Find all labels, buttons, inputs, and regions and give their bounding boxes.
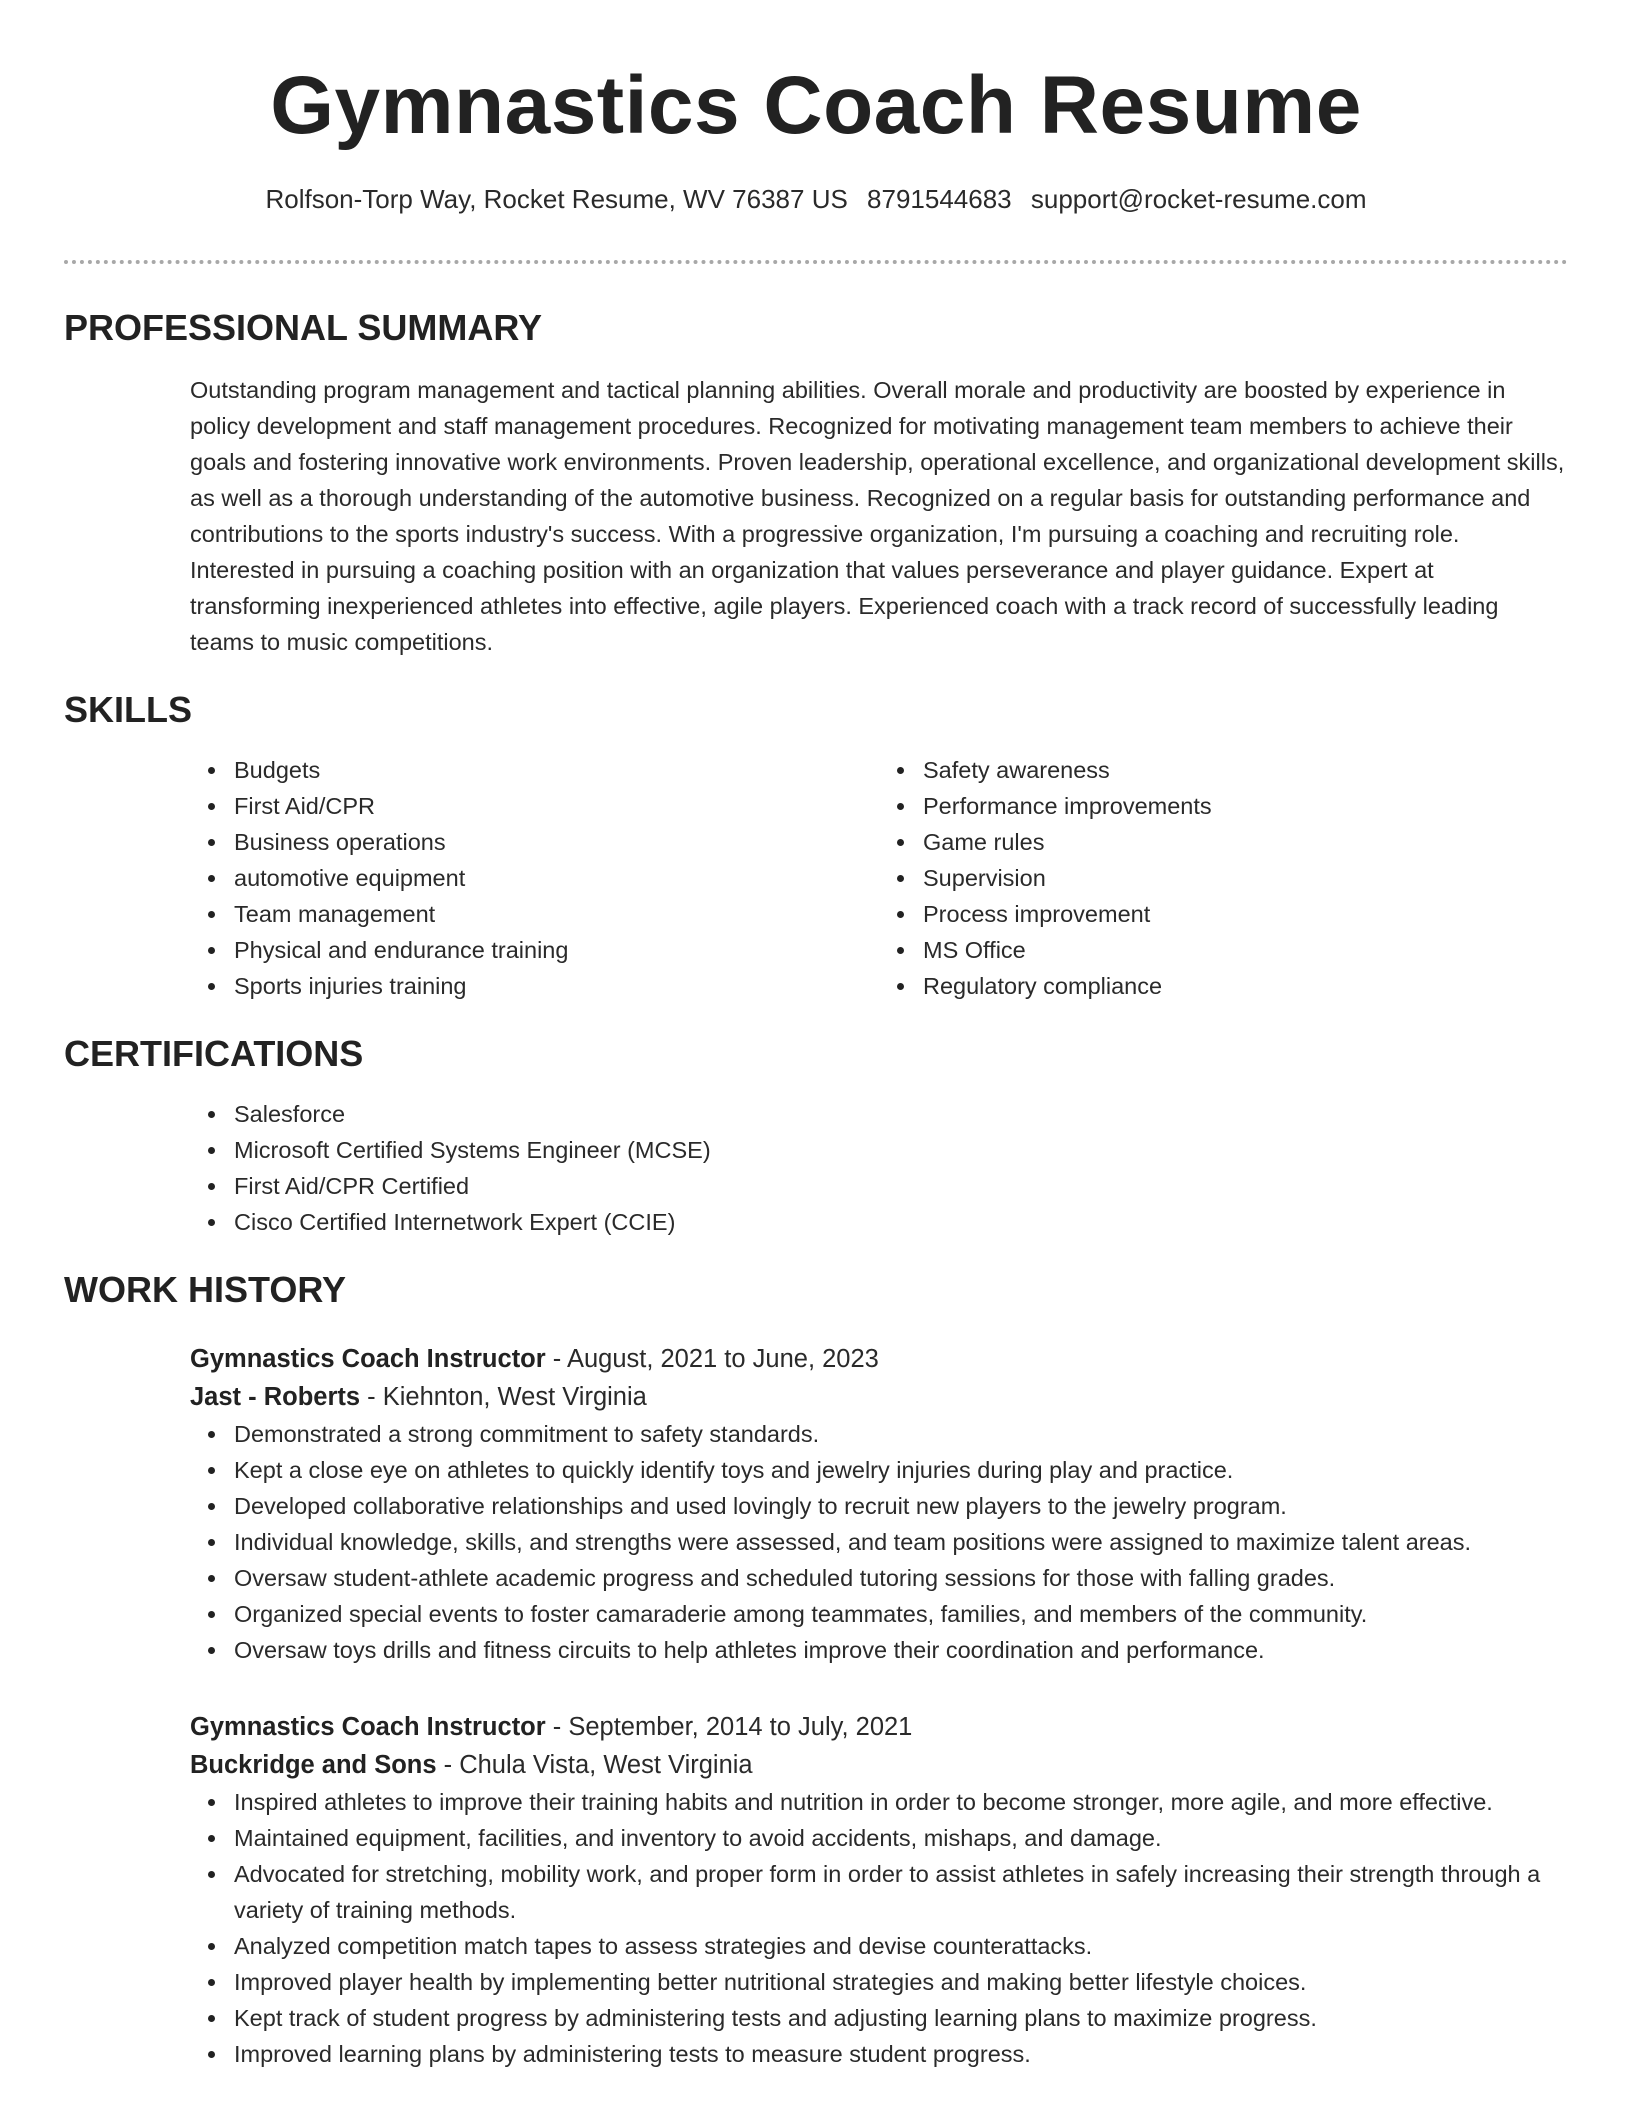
job-title: Gymnastics Coach Instructor bbox=[190, 1345, 546, 1373]
contact-address: Rolfson-Torp Way, Rocket Resume, WV 76387 US bbox=[265, 184, 848, 214]
skills-heading: SKILLS bbox=[64, 689, 193, 730]
contact-line bbox=[64, 182, 1568, 216]
skill-item: Game rules bbox=[923, 824, 1568, 860]
certifications-list bbox=[190, 1096, 1568, 1240]
certification-item: Cisco Certified Internetwork Expert (CCIE) bbox=[234, 1204, 1568, 1240]
job-dates: - August, 2021 to June, 2023 bbox=[545, 1345, 879, 1373]
job-bullet: Demonstrated a strong commitment to safety standards. bbox=[234, 1416, 1568, 1452]
skill-item: Supervision bbox=[923, 860, 1568, 896]
skill-item: Safety awareness bbox=[923, 752, 1568, 788]
job-bullet: Improved learning plans by administering tests to measure student progress. bbox=[234, 2036, 1568, 2072]
job-entry bbox=[190, 1340, 1568, 1668]
skills-grid bbox=[190, 752, 1568, 1004]
skill-item: Regulatory compliance bbox=[923, 968, 1568, 1004]
contact-phone: 8791544683 bbox=[867, 184, 1012, 214]
job-company: Buckridge and Sons bbox=[190, 1751, 437, 1779]
skill-item: Process improvement bbox=[923, 896, 1568, 932]
job-bullet: Analyzed competition match tapes to assess strategies and devise counterattacks. bbox=[234, 1928, 1568, 1964]
skill-item: automotive equipment bbox=[234, 860, 879, 896]
job-bullet: Individual knowledge, skills, and strengths were assessed, and team positions were assigned to maximize talent areas. bbox=[234, 1524, 1568, 1560]
skill-item: MS Office bbox=[923, 932, 1568, 968]
job-location: - Chula Vista, West Virginia bbox=[436, 1751, 753, 1779]
job-company-line bbox=[190, 1378, 1568, 1416]
resume-page bbox=[64, 0, 1568, 2072]
skill-item: Team management bbox=[234, 896, 879, 932]
header-divider bbox=[64, 260, 1568, 264]
job-bullet: Kept track of student progress by administering tests and adjusting learning plans to maximize progress. bbox=[234, 2000, 1568, 2036]
job-bullet: Kept a close eye on athletes to quickly identify toys and jewelry injuries during play and practice. bbox=[234, 1452, 1568, 1488]
skills-column-right bbox=[879, 752, 1568, 1004]
skills-column-left bbox=[190, 752, 879, 1004]
job-bullet: Organized special events to foster camaraderie among teammates, families, and members of the community. bbox=[234, 1596, 1568, 1632]
contact-email: support@rocket-resume.com bbox=[1030, 184, 1367, 214]
job-location: - Kiehnton, West Virginia bbox=[360, 1383, 647, 1411]
certification-item: First Aid/CPR Certified bbox=[234, 1168, 1568, 1204]
job-entry bbox=[190, 1708, 1568, 2072]
job-title: Gymnastics Coach Instructor bbox=[190, 1713, 546, 1741]
job-bullet: Oversaw toys drills and fitness circuits to help athletes improve their coordination and performance. bbox=[234, 1632, 1568, 1668]
job-title-line bbox=[190, 1340, 1568, 1378]
resume-title: Gymnastics Coach Resume bbox=[270, 60, 1362, 151]
skill-item: Budgets bbox=[234, 752, 879, 788]
job-dates: - September, 2014 to July, 2021 bbox=[545, 1713, 913, 1741]
job-company-line bbox=[190, 1746, 1568, 1784]
job-bullet: Inspired athletes to improve their training habits and nutrition in order to become stronger, more agile, and more effective. bbox=[234, 1784, 1568, 1820]
job-title-line bbox=[190, 1708, 1568, 1746]
skill-item: Business operations bbox=[234, 824, 879, 860]
summary-heading: PROFESSIONAL SUMMARY bbox=[64, 307, 543, 348]
job-bullet: Maintained equipment, facilities, and inventory to avoid accidents, mishaps, and damage. bbox=[234, 1820, 1568, 1856]
job-bullet: Developed collaborative relationships and used lovingly to recruit new players to the jewelry program. bbox=[234, 1488, 1568, 1524]
job-bullets bbox=[190, 1416, 1568, 1668]
skill-item: First Aid/CPR bbox=[234, 788, 879, 824]
certification-item: Microsoft Certified Systems Engineer (MCSE) bbox=[234, 1132, 1568, 1168]
summary-text: Outstanding program management and tactical planning abilities. Overall morale and productivity are boosted by experience in policy development and staff management procedures. Recognized for motivating management team members to achieve their goals and fostering innovative work environments. Proven leadership, operational excellence, and organizational development skills, as well as a thorough understanding of the automotive business. Recognized on a regular basis for outstanding performance and contributions to the sports industry's success. With a progressive organization, I'm pursuing a coaching and recruiting role. Interested in pursuing a coaching position with an organization that values perseverance and player guidance. Expert at transforming inexperienced athletes into effective, agile players. Experienced coach with a track record of successfully leading teams to music competitions. bbox=[190, 377, 1565, 655]
skill-item: Sports injuries training bbox=[234, 968, 879, 1004]
job-bullets bbox=[190, 1784, 1568, 2072]
certifications-heading: CERTIFICATIONS bbox=[64, 1033, 364, 1074]
job-company: Jast - Roberts bbox=[190, 1383, 361, 1411]
job-bullet: Advocated for stretching, mobility work, and proper form in order to assist athletes in safely increasing their strength through a variety of training methods. bbox=[234, 1856, 1568, 1928]
job-bullet: Oversaw student-athlete academic progress and scheduled tutoring sessions for those with falling grades. bbox=[234, 1560, 1568, 1596]
work-history-heading: WORK HISTORY bbox=[64, 1269, 347, 1310]
skill-item: Performance improvements bbox=[923, 788, 1568, 824]
job-bullet: Improved player health by implementing better nutritional strategies and making better lifestyle choices. bbox=[234, 1964, 1568, 2000]
certification-item: Salesforce bbox=[234, 1096, 1568, 1132]
skill-item: Physical and endurance training bbox=[234, 932, 879, 968]
